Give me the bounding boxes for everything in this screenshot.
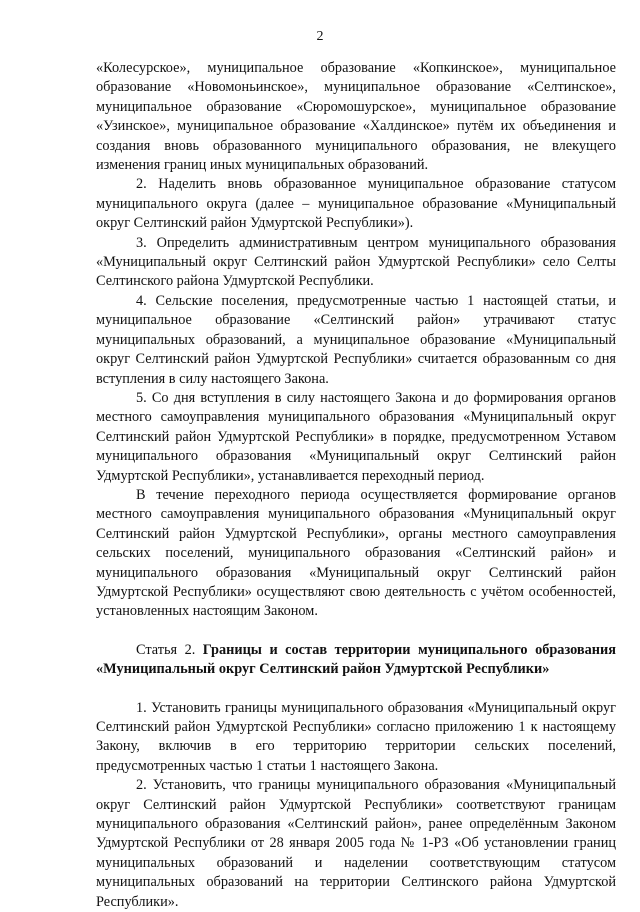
article-2-title: Границы и состав территории муниципального образования «Муниципальный округ Селтинский район Удмуртской Республики»: [96, 641, 616, 678]
article-2-heading: [96, 641, 616, 680]
page-number: 2: [316, 29, 324, 44]
article-2-prefix: Статья 2.: [136, 641, 203, 658]
document-body: [96, 59, 616, 912]
article-2-paragraph-2: 2. Установить, что границы муниципального образования «Муниципальный округ Селтинский район Удмуртской Республики» соответствуют границам муниципального образования «Селтинский район», ранее определённым Законом Удмуртской Республики от 28 января 2005 года № 1-РЗ «Об установлении границ муниципальных образований и наделении соответствующим статусом муниципальных образований на территории Селтинского района Удмуртской Республики».: [96, 777, 616, 910]
article-2-paragraph-1: 1. Установить границы муниципального образования «Муниципальный округ Селтинский район Удмуртской Республики» согласно приложению 1 к настоящему Закону, включив в его территорию территории сельских поселений, предусмотренных частью 1 статьи 1 настоящего Закона.: [96, 699, 616, 774]
paragraph-transition-period: В течение переходного периода осуществляется формирование органов местного самоуправления муниципального образования «Муниципальный округ Селтинский район Удмуртской Республики», органы местного самоуправления сельских поселений, муниципального образования «Селтинский район» и муниципального образования «Муниципальный округ Селтинский район Удмуртской Республики» осуществляют свою деятельность с учётом особенностей, установленных настоящим Законом.: [96, 486, 616, 620]
paragraph-item-2: 2. Наделить вновь образованное муниципальное образование статусом муниципального округа (далее – муниципальное образование «Муниципальный округ Селтинский район Удмуртской Республики»).: [96, 176, 616, 232]
paragraph-continuation: «Колесурское», муниципальное образование «Копкинское», муниципальное образование «Новомоньинское», муниципальное образование «Селтинское», муниципальное образование «Сюромошурское», муниципальное образование «Узинское», муниципальное образование «Халдинское» путём их объединения и создания вновь образованного муниципального образования, не влекущего изменения границ иных муниципальных образований.: [96, 60, 616, 174]
paragraph-item-3: 3. Определить административным центром муниципального образования «Муниципальный округ Селтинский район Удмуртской Республики» село Селты Селтинского района Удмуртской Республики.: [96, 234, 616, 290]
paragraph-item-4: 4. Сельские поселения, предусмотренные частью 1 настоящей статьи, и муниципальное образование «Селтинский район» утрачивают статус муниципальных образований, а муниципальное образование «Муниципальный округ Селтинский район Удмуртской Республики» считается образованным со дня вступления в силу настоящего Закона.: [96, 292, 616, 387]
paragraph-item-5: 5. Со дня вступления в силу настоящего Закона и до формирования органов местного самоуправления муниципального образования «Муниципальный округ Селтинский район Удмуртской Республики» в порядке, предусмотренном Уставом муниципального образования «Муниципальный округ Селтинский район Удмуртской Республики», устанавливается переходный период.: [96, 389, 616, 484]
